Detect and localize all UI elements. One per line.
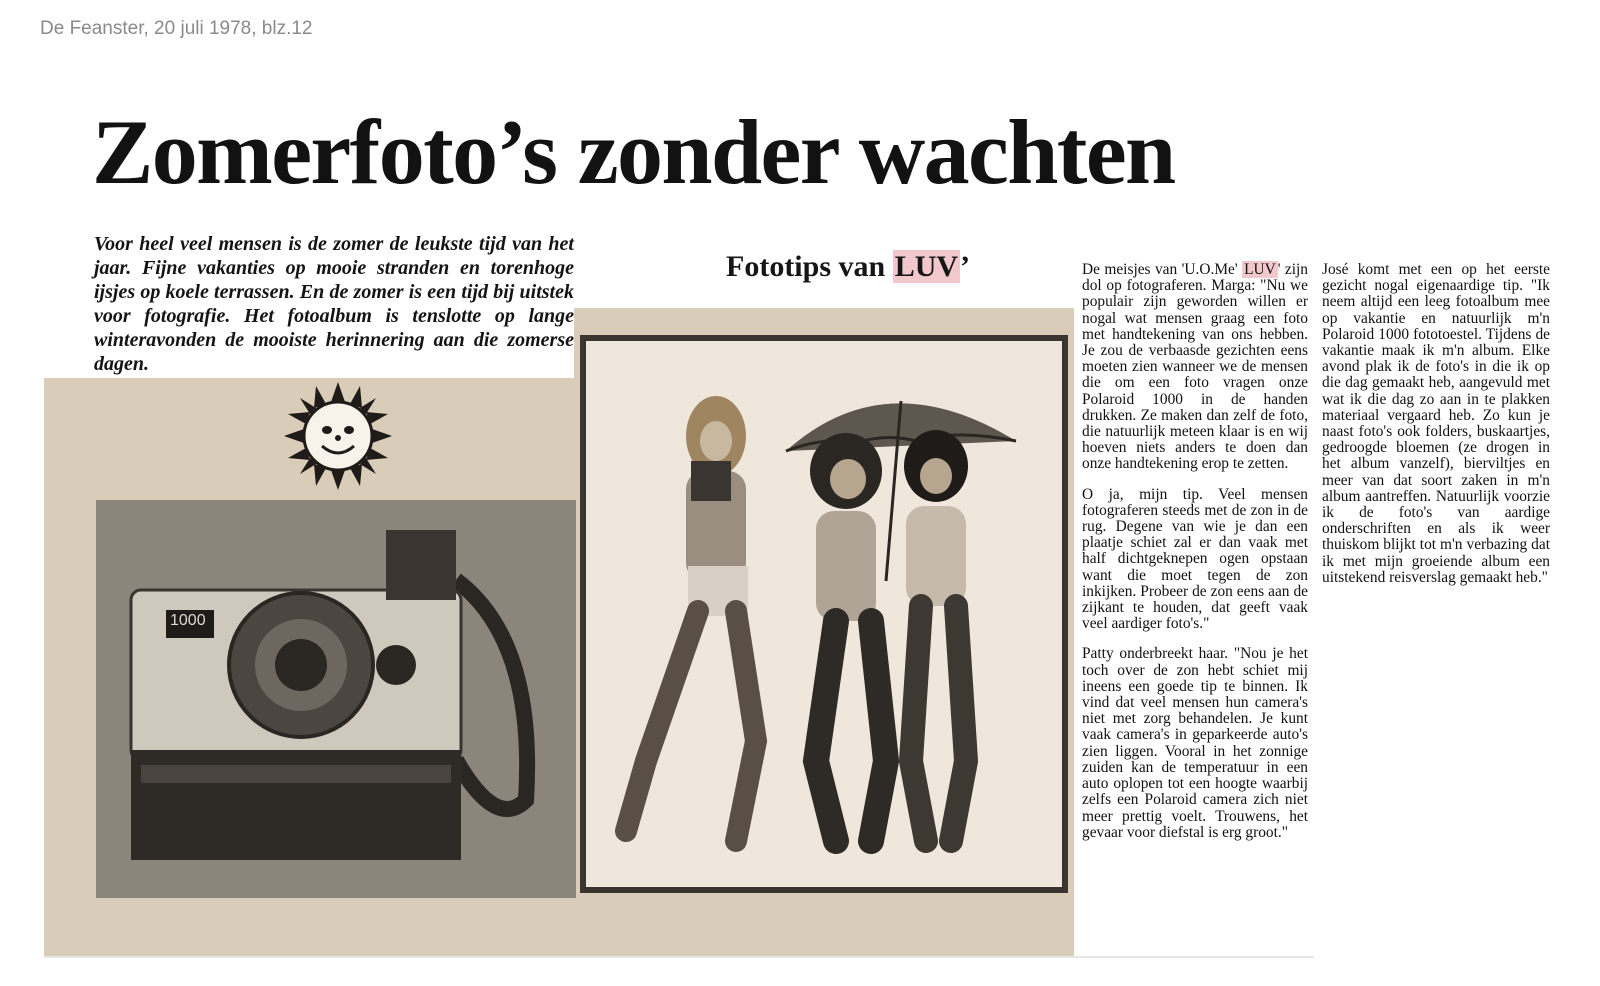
luv-group-photo <box>580 335 1068 893</box>
intro-text: Voor heel veel mensen is de zomer de leukste tijd van het jaar. Fijne vakanties op mooie stranden en torenhoge ijsjes op koele terrassen. En de zomer is een tijd bij uitstek voor fotografie. Het fotoalbum is tenslotte op lange winteravonden de mooiste herinnering aan die zomerse dagen. <box>94 233 574 375</box>
column2-paragraph-1: José komt met een op het eerste gezicht nogal eigenaardige tip. "Ik neem altijd een leeg fotoalbum mee op vakantie en natuurlijk m'n Polaroid 1000 fototoestel. Tijdens de vakantie maak ik m'n album. Elke avond plak ik de foto's in die ik op die dag gemaakt heb, aangevuld met wat ik die dag zo aan in te plakken materiaal vergaard heb. Zo kun je naast foto's ook folders, buskaartjes, gedroogde bloemen (ze drogen in het album vanzelf), bierviltjes en meer van dat soort zaken in m'n album aantreffen. Natuurlijk voorzie ik de foto's van aardige onderschriften en als ik weer thuiskom blijkt tot m'n verbazing dat ik met mijn groeiende album een uitstekend reisverslag gemaakt heb." <box>1322 261 1550 586</box>
article-headline: Zomerfoto’s zonder wachten <box>92 101 1175 203</box>
col1-p1-highlight: LUV <box>1244 261 1276 278</box>
fototips-subheading <box>726 250 970 284</box>
source-caption: De Feanster, 20 juli 1978, blz.12 <box>40 18 313 39</box>
subhead-highlight: LUV <box>894 250 959 283</box>
camera-model-label: 1000 <box>170 612 206 629</box>
col1-p1-prefix: De meisjes van 'U.O.Me' <box>1082 261 1243 278</box>
polaroid-camera-photo <box>96 500 576 898</box>
column1-paragraph-2: O ja, mijn tip. Veel mensen fotograferen steeds met de zon in de rug. Degene van wie je dan een plaatje schiet zal er dan vaak met half dichtgeknepen ogen opstaan want die moet tegen de zon inkijken. Probeer de zon eens aan de zijkant te houden, dat geeft vaak veel aardiger foto's." <box>1082 485 1308 633</box>
column1-paragraph-3: Patty onderbreekt haar. "Nou je het toch over de zon hebt schiet mij ineens een goede tip te binnen. Ik vind dat veel mensen hun camera's niet met zorg behandelen. Je kunt vaak camera's in geparkeerde auto's zien liggen. Vooral in het zonnige zuiden kan de temperatuur in een auto oplopen tot een hoogte waarbij zelfs een Polaroid camera zich niet meer prettig voelt. Trouwens, het gevaar voor diefstal is erg groot." <box>1082 645 1308 841</box>
bottom-rule <box>44 956 1314 958</box>
sun-icon <box>282 380 394 492</box>
article-column-1 <box>1082 262 1308 855</box>
subhead-prefix: Fototips van <box>726 250 893 283</box>
subhead-suffix: ’ <box>960 250 971 283</box>
article-column-2 <box>1322 262 1550 600</box>
column1-paragraph-1 <box>1082 262 1308 473</box>
col1-p1-rest: ' zijn dol op fotograferen. Marga: "Nu we populair zijn geworden willen er nogal wat mensen graag een foto met handtekening van ons hebben. Je zou de verbaasde gezichten eens moeten zien wanneer we de mensen die om een foto vragen onze Polaroid 1000 in de handen drukken. Ze maken dan zelf de foto, die natuurlijk meteen klaar is en wij hoeven niets anders te doen dan onze handtekening erop te zetten. <box>1082 261 1308 473</box>
intro-block <box>44 228 574 378</box>
